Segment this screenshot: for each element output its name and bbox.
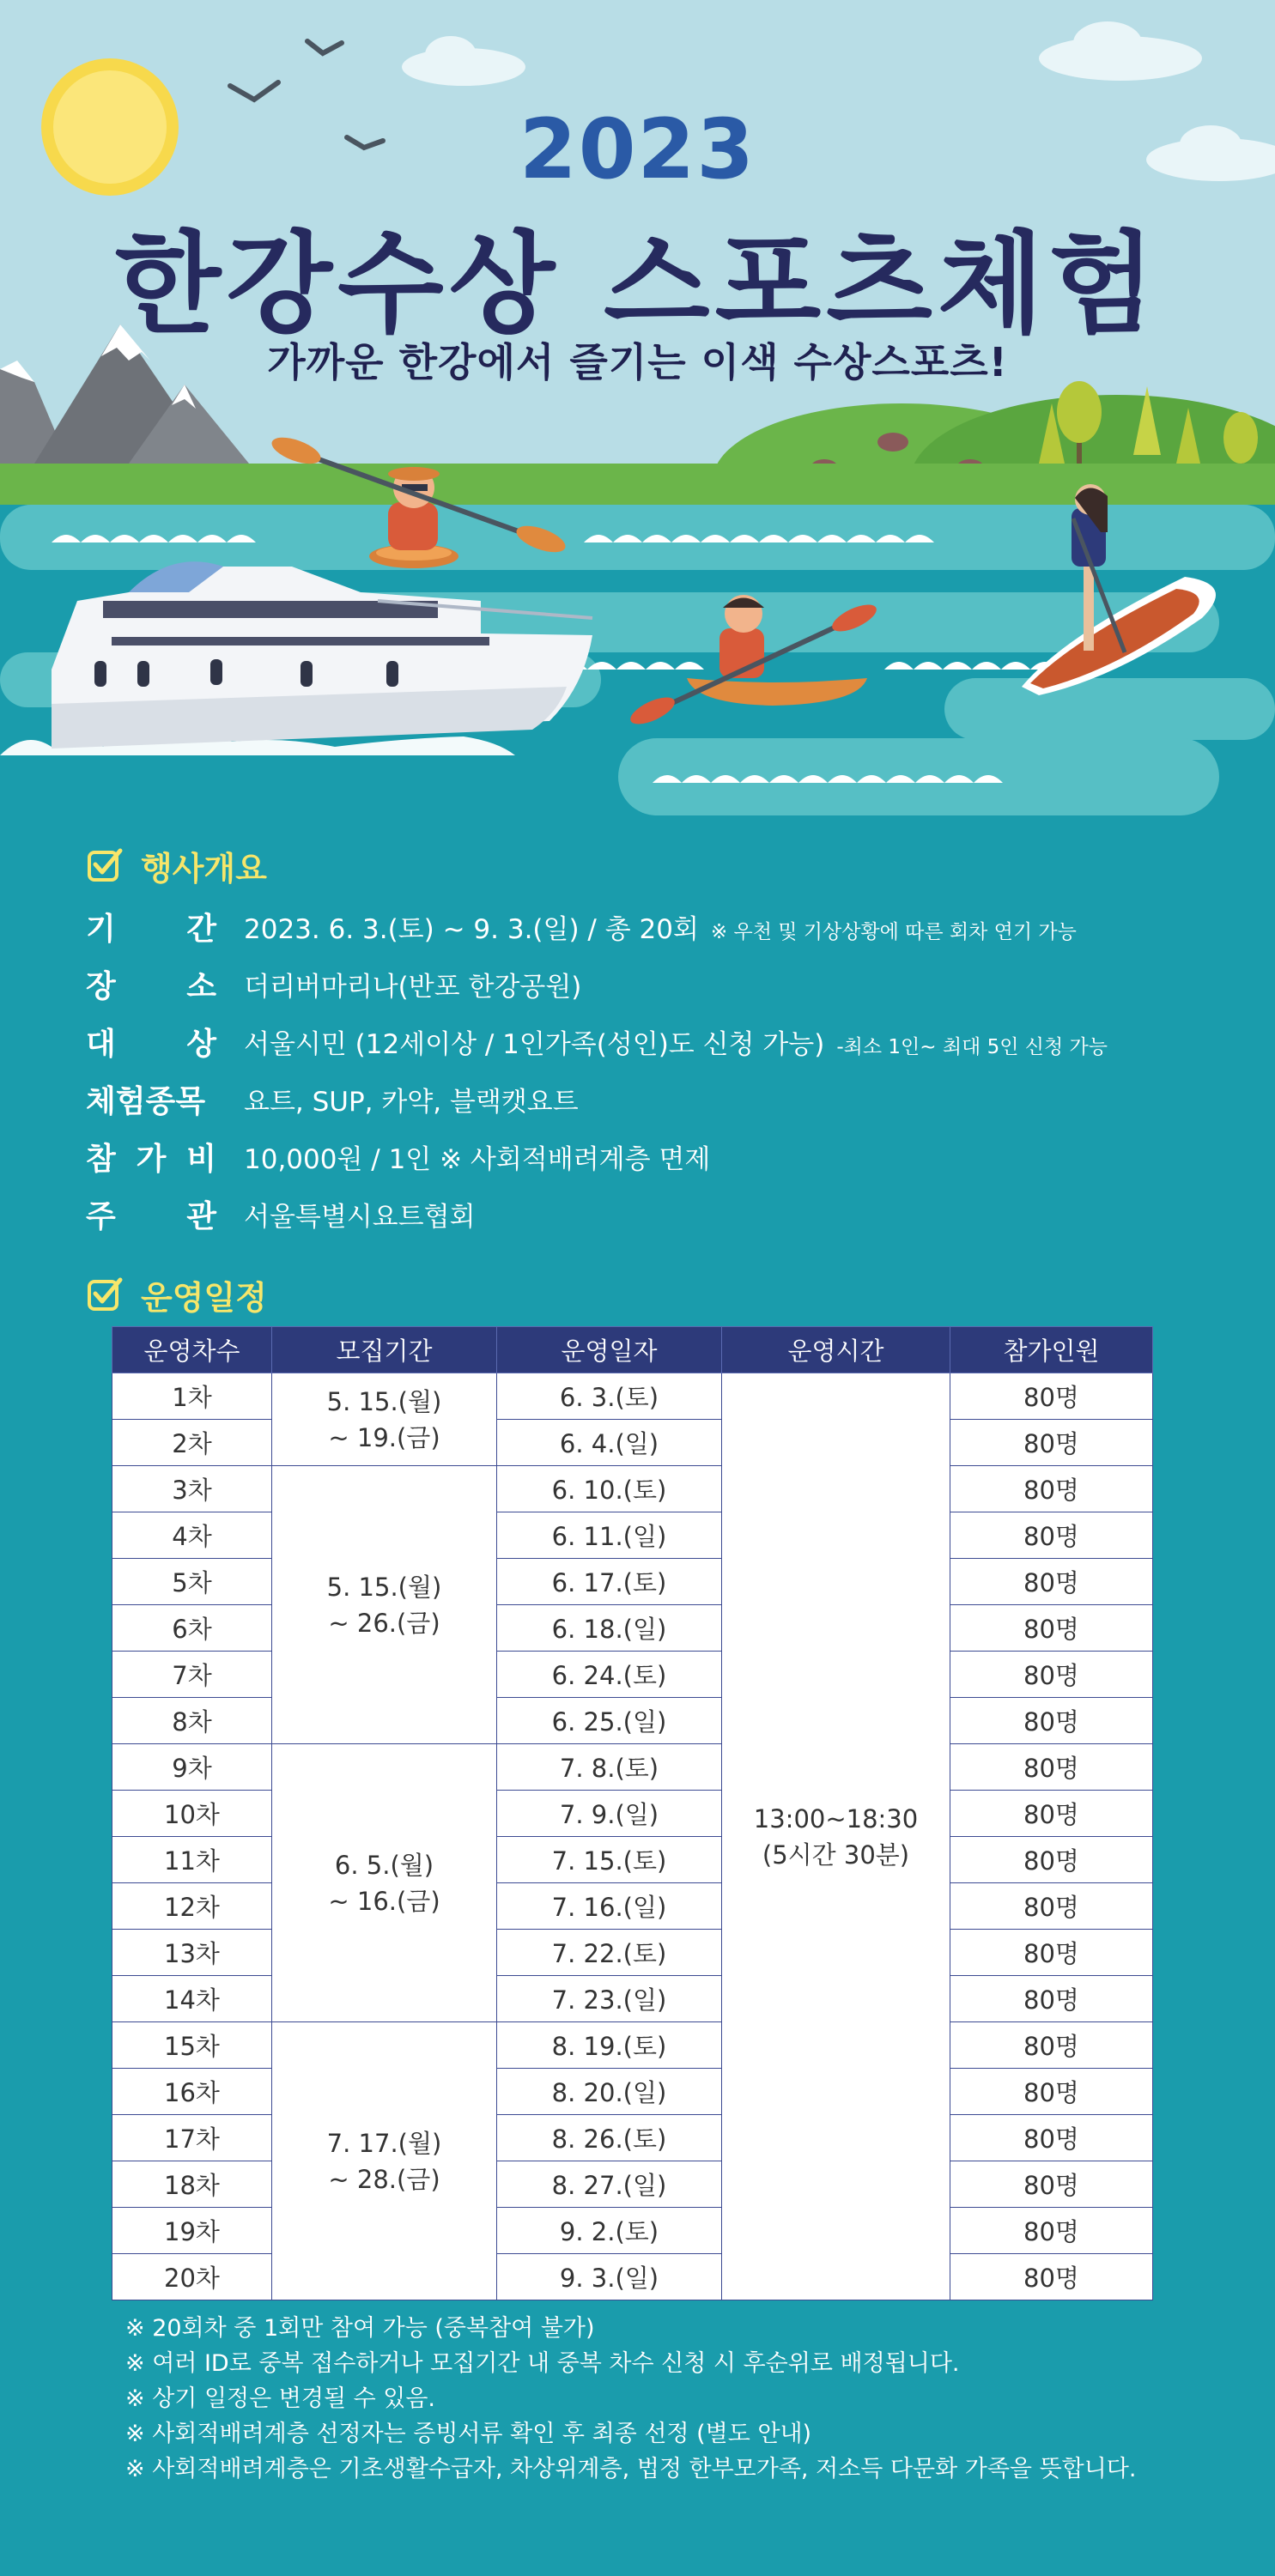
recruit-period-start: 7. 17.(월) [326, 2128, 442, 2158]
capacity-cell: 80명 [950, 1559, 1153, 1605]
recruit-period-end: ~ 28.(금) [328, 2164, 440, 2194]
table-row [112, 1791, 1153, 1837]
round-cell: 12차 [112, 1883, 272, 1930]
hero-banner [0, 0, 1275, 824]
table-header-cell: 운영차수 [112, 1327, 272, 1373]
overview-value [244, 907, 1077, 946]
capacity-cell: 80명 [950, 1930, 1153, 1976]
capacity-cell: 80명 [950, 1466, 1153, 1512]
operation-date-cell: 7. 22.(토) [497, 1930, 722, 1976]
operation-date-cell: 9. 2.(토) [497, 2208, 722, 2254]
table-row [112, 2115, 1153, 2161]
capacity-cell: 80명 [950, 1883, 1153, 1930]
round-cell: 16차 [112, 2069, 272, 2115]
round-cell: 11차 [112, 1837, 272, 1883]
schedule-section-header [86, 1269, 267, 1320]
operation-date-cell: 6. 10.(토) [497, 1466, 722, 1512]
table-row [112, 2069, 1153, 2115]
operation-time: 13:00~18:30 [753, 1803, 919, 1834]
table-row [112, 1559, 1153, 1605]
round-cell: 3차 [112, 1466, 272, 1512]
table-row [112, 2254, 1153, 2300]
round-cell: 10차 [112, 1791, 272, 1837]
operation-date-cell: 6. 17.(토) [497, 1559, 722, 1605]
operation-date-cell: 7. 8.(토) [497, 1744, 722, 1791]
checkbox-checked-icon [86, 846, 125, 885]
overview-row [86, 955, 1236, 1013]
overview-note: ※ 우천 및 기상상황에 따른 회차 연기 가능 [710, 921, 1077, 943]
table-row [112, 1744, 1153, 1791]
overview-note: -최소 1인~ 최대 5인 신청 가능 [836, 1036, 1108, 1058]
overview-label: 체험종목 [86, 1084, 206, 1119]
round-cell: 13차 [112, 1930, 272, 1976]
note-item: ※ 20회차 중 1회만 참여 가능 (중복참여 불가) [125, 2315, 595, 2342]
overview-section-header [86, 839, 267, 891]
capacity-cell: 80명 [950, 1373, 1153, 1420]
overview-value [244, 1137, 710, 1176]
note-item: ※ 사회적배려계층 선정자는 증빙서류 확인 후 최종 선정 (별도 안내) [125, 2421, 812, 2447]
table-row [112, 1605, 1153, 1652]
round-cell: 8차 [112, 1698, 272, 1744]
round-cell: 17차 [112, 2115, 272, 2161]
recruit-period-cell [272, 2022, 497, 2300]
operation-duration: (5시간 30분) [762, 1840, 910, 1870]
overview-value [244, 1080, 579, 1118]
recruit-period-start: 5. 15.(월) [326, 1572, 442, 1602]
overview-label: 주 관 [86, 1199, 216, 1234]
operation-date-cell: 7. 23.(일) [497, 1976, 722, 2022]
overview-value-text: 더리버마리나(반포 한강공원) [244, 972, 582, 1003]
table-row [112, 1930, 1153, 1976]
recruit-period-start: 5. 15.(월) [326, 1386, 442, 1416]
capacity-cell: 80명 [950, 2115, 1153, 2161]
capacity-cell: 80명 [950, 1512, 1153, 1559]
recruit-period-start: 6. 5.(월) [334, 1850, 434, 1880]
table-row [112, 1698, 1153, 1744]
table-row [112, 1652, 1153, 1698]
round-cell: 19차 [112, 2208, 272, 2254]
round-cell: 14차 [112, 1976, 272, 2022]
capacity-cell: 80명 [950, 1976, 1153, 2022]
overview-row [86, 1128, 1236, 1185]
round-cell: 2차 [112, 1420, 272, 1466]
notes-list [125, 2311, 1242, 2487]
overview-value [244, 1195, 476, 1233]
recruit-period-cell [272, 1466, 497, 1744]
overview-value-text: 서울특별시요트협회 [244, 1202, 476, 1233]
table-header-cell: 운영시간 [722, 1327, 950, 1373]
overview-value-text: 서울시민 (12세이상 / 1인가족(성인)도 신청 가능) [244, 1029, 825, 1060]
overview-value-text: 2023. 6. 3.(토) ~ 9. 3.(일) / 총 20회 [244, 914, 699, 945]
round-cell: 20차 [112, 2254, 272, 2300]
operation-date-cell: 6. 3.(토) [497, 1373, 722, 1420]
overview-label: 대 상 [86, 1027, 216, 1062]
capacity-cell: 80명 [950, 1605, 1153, 1652]
overview-value-text: 10,000원 / 1인 ※ 사회적배려계층 면제 [244, 1144, 711, 1175]
overview-list [86, 898, 1236, 1243]
table-header-cell: 참가인원 [950, 1327, 1153, 1373]
round-cell: 15차 [112, 2022, 272, 2069]
table-row [112, 1883, 1153, 1930]
overview-row [86, 1013, 1236, 1070]
table-body [112, 1373, 1153, 2300]
recruit-period-end: ~ 26.(금) [328, 1608, 440, 1638]
capacity-cell: 80명 [950, 2254, 1153, 2300]
operation-date-cell: 6. 4.(일) [497, 1420, 722, 1466]
operation-date-cell: 7. 16.(일) [497, 1883, 722, 1930]
event-title: 한강수상 스포츠체험 [114, 221, 1161, 349]
table-row [112, 1373, 1153, 1420]
table-header-row [112, 1327, 1153, 1373]
round-cell: 7차 [112, 1652, 272, 1698]
recruit-period-end: ~ 16.(금) [328, 1886, 440, 1916]
round-cell: 6차 [112, 1605, 272, 1652]
overview-section-title: 행사개요 [141, 849, 267, 888]
event-subtitle: 가까운 한강에서 즐기는 이색 수상스포츠! [267, 339, 1008, 385]
overview-value-text: 요트, SUP, 카약, 블랙캣요트 [244, 1087, 579, 1118]
overview-label: 기 간 [86, 912, 216, 947]
round-cell: 9차 [112, 1744, 272, 1791]
operation-date-cell: 8. 20.(일) [497, 2069, 722, 2115]
table-header-cell: 모집기간 [272, 1327, 497, 1373]
capacity-cell: 80명 [950, 1698, 1153, 1744]
table-row [112, 1466, 1153, 1512]
operation-date-cell: 9. 3.(일) [497, 2254, 722, 2300]
schedule-table [112, 1326, 1153, 2300]
note-item: ※ 사회적배려계층은 기초생활수급자, 차상위계층, 법정 한부모가족, 저소득 다문화 가족을 뜻합니다. [125, 2456, 1137, 2482]
checkbox-checked-icon [86, 1275, 125, 1314]
overview-row [86, 898, 1236, 955]
operation-date-cell: 6. 11.(일) [497, 1512, 722, 1559]
recruit-period-cell [272, 1744, 497, 2022]
capacity-cell: 80명 [950, 1652, 1153, 1698]
overview-value [244, 1022, 1108, 1061]
table-row [112, 2022, 1153, 2069]
table-row [112, 1837, 1153, 1883]
table-row [112, 2161, 1153, 2208]
overview-label: 참 가 비 [86, 1142, 216, 1177]
capacity-cell: 80명 [950, 1791, 1153, 1837]
schedule-section-title: 운영일정 [141, 1278, 267, 1317]
recruit-period-end: ~ 19.(금) [328, 1422, 440, 1452]
overview-label: 장 소 [86, 969, 216, 1004]
operation-date-cell: 6. 18.(일) [497, 1605, 722, 1652]
table-row [112, 2208, 1153, 2254]
capacity-cell: 80명 [950, 2022, 1153, 2069]
note-item: ※ 여러 ID로 중복 접수하거나 모집기간 내 중복 차수 신청 시 후순위로 배정됩니다. [125, 2350, 960, 2377]
recruit-period-cell [272, 1373, 497, 1466]
round-cell: 5차 [112, 1559, 272, 1605]
operation-date-cell: 7. 9.(일) [497, 1791, 722, 1837]
operation-date-cell: 8. 26.(토) [497, 2115, 722, 2161]
event-year: 2023 [519, 101, 756, 197]
overview-value [244, 965, 581, 1003]
capacity-cell: 80명 [950, 1837, 1153, 1883]
table-header-cell: 운영일자 [497, 1327, 722, 1373]
operation-date-cell: 8. 19.(토) [497, 2022, 722, 2069]
table-row [112, 1512, 1153, 1559]
operation-date-cell: 7. 15.(토) [497, 1837, 722, 1883]
capacity-cell: 80명 [950, 2161, 1153, 2208]
operation-date-cell: 6. 24.(토) [497, 1652, 722, 1698]
table-row [112, 1976, 1153, 2022]
round-cell: 18차 [112, 2161, 272, 2208]
capacity-cell: 80명 [950, 1744, 1153, 1791]
capacity-cell: 80명 [950, 2208, 1153, 2254]
capacity-cell: 80명 [950, 1420, 1153, 1466]
capacity-cell: 80명 [950, 2069, 1153, 2115]
operation-time-cell [722, 1373, 950, 2300]
overview-row [86, 1185, 1236, 1243]
table-row [112, 1420, 1153, 1466]
overview-row [86, 1070, 1236, 1128]
note-item: ※ 상기 일정은 변경될 수 있음. [125, 2385, 436, 2412]
round-cell: 1차 [112, 1373, 272, 1420]
operation-date-cell: 6. 25.(일) [497, 1698, 722, 1744]
round-cell: 4차 [112, 1512, 272, 1559]
operation-date-cell: 8. 27.(일) [497, 2161, 722, 2208]
